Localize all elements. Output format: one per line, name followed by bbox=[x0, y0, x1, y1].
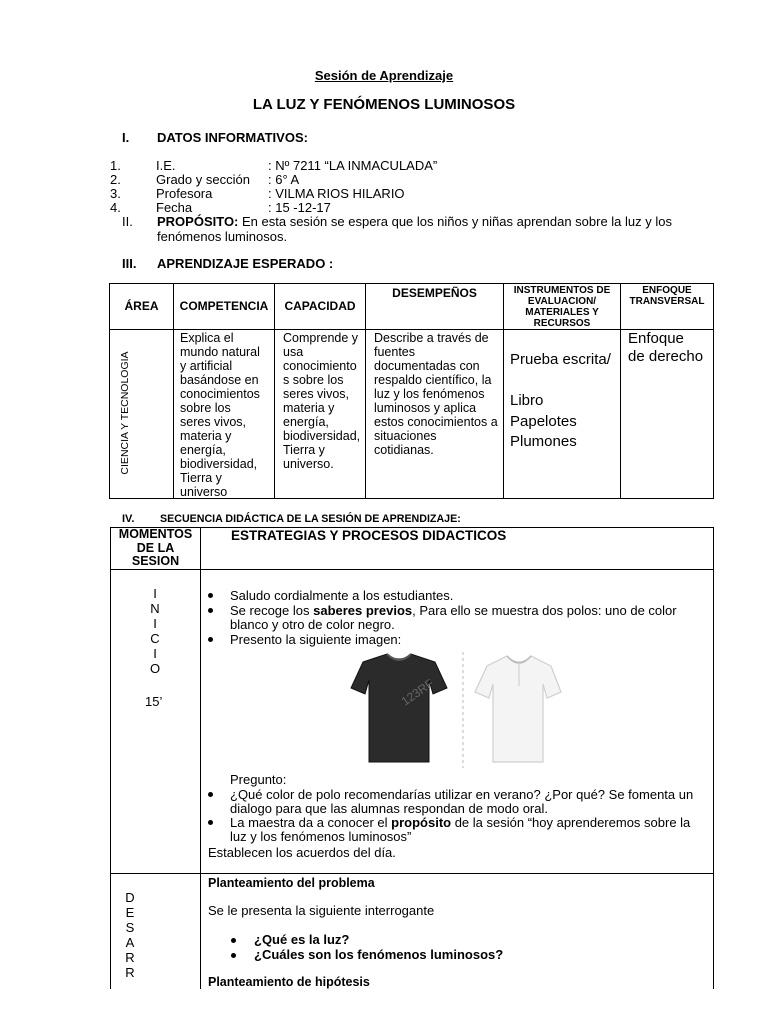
capacidad-line: energía, bbox=[283, 415, 329, 429]
white-shirt-icon bbox=[475, 656, 561, 762]
competencia-line: universo bbox=[180, 485, 228, 499]
capacidad-line: conocimiento bbox=[283, 359, 357, 373]
question-2: ¿Cuáles son los fenómenos luminosos? bbox=[254, 947, 504, 962]
proposito-label: PROPÓSITO: bbox=[157, 214, 239, 229]
info-row-label: Grado y sección bbox=[156, 172, 250, 187]
image-watermark: 123RF bbox=[398, 676, 437, 709]
section-3-title: APRENDIZAJE ESPERADO : bbox=[157, 256, 334, 271]
capacidad-line: biodiversidad, bbox=[283, 429, 361, 443]
desempenos-line: luz y los fenómenos bbox=[374, 387, 485, 401]
instrumentos-cell bbox=[510, 350, 611, 453]
header-area: ÁREA bbox=[124, 299, 159, 313]
section-4-title: SECUENCIA DIDÁCTICA DE LA SESIÓN DE APRENDIZAJE: bbox=[160, 513, 461, 525]
competencia-line: materia y bbox=[180, 429, 232, 443]
header-enfoque: ENFOQUE TRANSVERSAL bbox=[629, 285, 705, 307]
enfoque-cell bbox=[628, 330, 703, 366]
info-row-value: : VILMA RIOS HILARIO bbox=[268, 186, 405, 201]
document-heading: Sesión de Aprendizaje bbox=[314, 68, 454, 83]
inicio-bullet-4: ¿Qué color de polo recomendarías utilizar en verano? ¿Por qué? Se fomenta un bbox=[230, 787, 694, 802]
enfoque-line: Enfoque bbox=[628, 330, 684, 347]
capacidad-line: Comprende y bbox=[283, 331, 359, 345]
inicio-bullet-3: Presento la siguiente imagen: bbox=[230, 632, 402, 647]
competencia-line: seres vivos, bbox=[180, 415, 246, 429]
capacidad-line: usa bbox=[283, 345, 304, 359]
desempenos-line: Describe a través de bbox=[374, 331, 489, 345]
header-competencia: COMPETENCIA bbox=[179, 299, 269, 313]
desempenos-cell bbox=[374, 331, 498, 457]
info-row-value: : 15 -12-17 bbox=[268, 200, 331, 215]
desempenos-line: luminosos y aplica bbox=[374, 401, 477, 415]
competencia-line: energía, bbox=[180, 443, 226, 457]
section-3-number: III. bbox=[122, 256, 137, 271]
instrumentos-line: Plumones bbox=[510, 433, 577, 450]
inicio-bullet-2: Se recoge los saberes previos, Para ello se muestra dos polos: uno de color bbox=[230, 603, 677, 618]
info-row-number: 2. bbox=[110, 172, 121, 187]
info-row-value: : Nº 7211 “LA INMACULADA” bbox=[268, 158, 438, 173]
competencia-line: Explica el bbox=[180, 331, 234, 345]
instrumentos-line: Papelotes bbox=[510, 412, 577, 430]
capacidad-cell bbox=[283, 331, 360, 471]
header-estrategias: ESTRATEGIAS Y PROCESOS DIDACTICOS bbox=[231, 528, 507, 543]
info-row-number: 4. bbox=[110, 200, 121, 215]
proposito-text-line2: fenómenos luminosos. bbox=[157, 229, 288, 244]
competencia-line: sobre los bbox=[180, 401, 231, 415]
desempenos-line: respaldo científico, la bbox=[374, 373, 492, 387]
info-row-value: : 6° A bbox=[268, 172, 300, 187]
info-row-number: 1. bbox=[110, 158, 121, 173]
competencia-line: mundo natural bbox=[180, 345, 260, 359]
inicio-closing: Establecen los acuerdos del día. bbox=[208, 845, 396, 860]
desempenos-line: situaciones bbox=[374, 429, 437, 443]
interrogante-intro: Se le presenta la siguiente interrogante bbox=[208, 903, 435, 918]
instrumentos-line: Libro bbox=[510, 392, 544, 409]
capacidad-line: seres vivos, bbox=[283, 387, 349, 401]
capacidad-line: materia y bbox=[283, 401, 335, 415]
competencia-line: conocimientos bbox=[180, 387, 260, 401]
desempenos-line: cotidianas. bbox=[374, 443, 434, 457]
inicio-bullet-4-line2: dialogo para que las alumnas respondan de modo oral. bbox=[230, 801, 548, 816]
section-1-title: DATOS INFORMATIVOS: bbox=[157, 130, 308, 145]
competencia-line: y artificial bbox=[180, 359, 233, 373]
instrumentos-line bbox=[510, 371, 611, 392]
section-2-number: II. bbox=[122, 214, 133, 229]
area-value: CIENCIA Y TECNOLOGIA bbox=[119, 351, 131, 475]
document-title: LA LUZ Y FENÓMENOS LUMINOSOS bbox=[252, 96, 516, 113]
competencia-line: biodiversidad, bbox=[180, 457, 258, 471]
section-4-number: IV. bbox=[122, 513, 135, 525]
black-shirt-icon bbox=[351, 654, 447, 762]
header-momentos: MOMENTOS DE LA SESION bbox=[118, 527, 193, 568]
info-row-label: I.E. bbox=[156, 158, 176, 173]
info-row-label: Fecha bbox=[156, 200, 193, 215]
capacidad-line: Tierra y bbox=[283, 443, 325, 457]
info-row-number: 3. bbox=[110, 186, 121, 201]
capacidad-line: universo. bbox=[283, 457, 334, 471]
header-capacidad: CAPACIDAD bbox=[284, 299, 356, 313]
header-instrumentos: INSTRUMENTOS DE EVALUACION/ MATERIALES Y RECURSOS bbox=[513, 285, 611, 329]
inicio-bullet-1: Saludo cordialmente a los estudiantes. bbox=[230, 588, 454, 603]
competencia-line: basándose en bbox=[180, 373, 259, 387]
question-1: ¿Qué es la luz? bbox=[254, 932, 350, 947]
competencia-line: Tierra y bbox=[180, 471, 222, 485]
instrumentos-line: Prueba escrita/ bbox=[510, 351, 611, 368]
info-row-label: Profesora bbox=[156, 186, 213, 201]
pregunto-label: Pregunto: bbox=[230, 772, 287, 787]
competencia-cell bbox=[180, 331, 260, 499]
capacidad-line: s sobre los bbox=[283, 373, 344, 387]
planteamiento-hipotesis-heading: Planteamiento de hipótesis bbox=[208, 975, 370, 989]
inicio-time: 15’ bbox=[145, 694, 163, 709]
inicio-bullet-5: La maestra da a conocer el propósito de la sesión “hoy aprenderemos sobre la bbox=[230, 815, 691, 830]
header-desempenos: DESEMPEÑOS bbox=[392, 286, 477, 300]
proposito-text: En esta sesión se espera que los niños y niñas aprendan sobre la luz y los bbox=[238, 214, 672, 229]
shirts-image bbox=[335, 650, 565, 770]
proposito-line bbox=[157, 214, 672, 229]
desempenos-line: documentadas con bbox=[374, 359, 480, 373]
inicio-bullet-5-line2: luz y los fenómenos luminosos” bbox=[230, 829, 412, 844]
desempenos-line: fuentes bbox=[374, 345, 416, 359]
planteamiento-problema-heading: Planteamiento del problema bbox=[208, 876, 375, 890]
desempenos-line: estos conocimientos a bbox=[374, 415, 498, 429]
inicio-bullet-2-line2: blanco y otro de color negro. bbox=[230, 617, 395, 632]
enfoque-line: de derecho bbox=[628, 348, 704, 365]
section-1-number: I. bbox=[122, 130, 130, 145]
